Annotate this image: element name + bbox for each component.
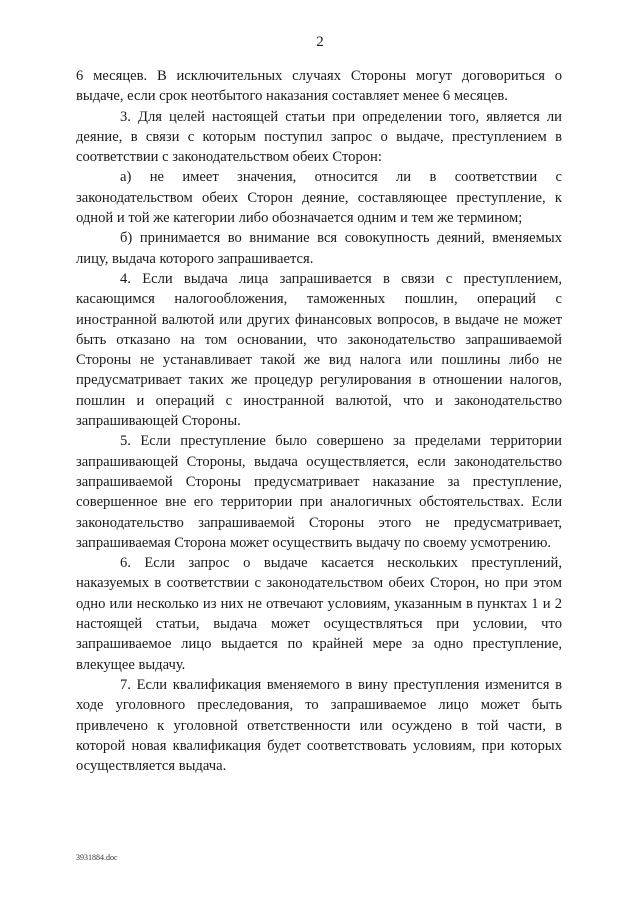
paragraph-clause-6: 6. Если запрос о выдаче касается нескольких преступлений, наказуемых в соответствии с законодательством обеих Сторон, но при этом одно или несколько из них не отвечают условиям, указанным в пунктах 1 и 2 настоящей статьи, выдача может осуществляться при условии, что запрашиваемое лицо выдается по крайней мере за одно преступление, влекущее выдачу. [76,555,562,673]
paragraph-clause-3b: б) принимается во внимание вся совокупность деяний, вменяемых лицу, выдача которого запрашивается. [76,230,562,267]
paragraph-continuation: 6 месяцев. В исключительных случаях Стороны могут договориться о выдаче, если срок неотбытого наказания составляет менее 6 месяцев. [76,68,562,105]
page-number: 2 [316,34,324,50]
paragraph-clause-3: 3. Для целей настоящей статьи при определении того, является ли деяние, в связи с которым поступил запрос о выдаче, преступлением в соответствии с законодательством обеих Сторон: [76,108,562,166]
document-file-reference: 3931884.doc [76,853,118,862]
document-body [76,66,562,776]
paragraph-clause-4: 4. Если выдача лица запрашивается в связи с преступлением, касающимся налогообложения, таможенных пошлин, операций с иностранной валютой или других финансовых вопросов, в выдаче не может быть отказано на том основании, что законодательство запрашиваемой Стороны не устанавливает такой же вид налога или пошлины либо не предусматривает таких же процедур регулирования в отношении налогов, пошлин и операций с иностранной валютой, что и законодательство запрашивающей Стороны. [76,270,562,430]
paragraph-clause-5: 5. Если преступление было совершено за пределами территории запрашивающей Стороны, выдача осуществляется, если законодательство запрашиваемой Стороны предусматривает наказание за преступление, совершенное вне его территории при аналогичных обстоятельствах. Если законодательство запрашиваемой Стороны этого не предусматривает, запрашиваемая Сторона может осуществить выдачу по своему усмотрению. [76,433,562,551]
paragraph-clause-7: 7. Если квалификация вменяемого в вину преступления изменится в ходе уголовного преследования, то запрашиваемое лицо может быть привлечено к уголовной ответственности или осуждено в той части, в которой новая квалификация будет соответствовать условиям, при которых осуществляется выдача. [76,676,562,775]
paragraph-clause-3a: а) не имеет значения, относится ли в соответствии с законодательством обеих Сторон деяние, составляющее преступление, к одной и той же категории либо обозначается одним и тем же термином; [76,169,562,227]
